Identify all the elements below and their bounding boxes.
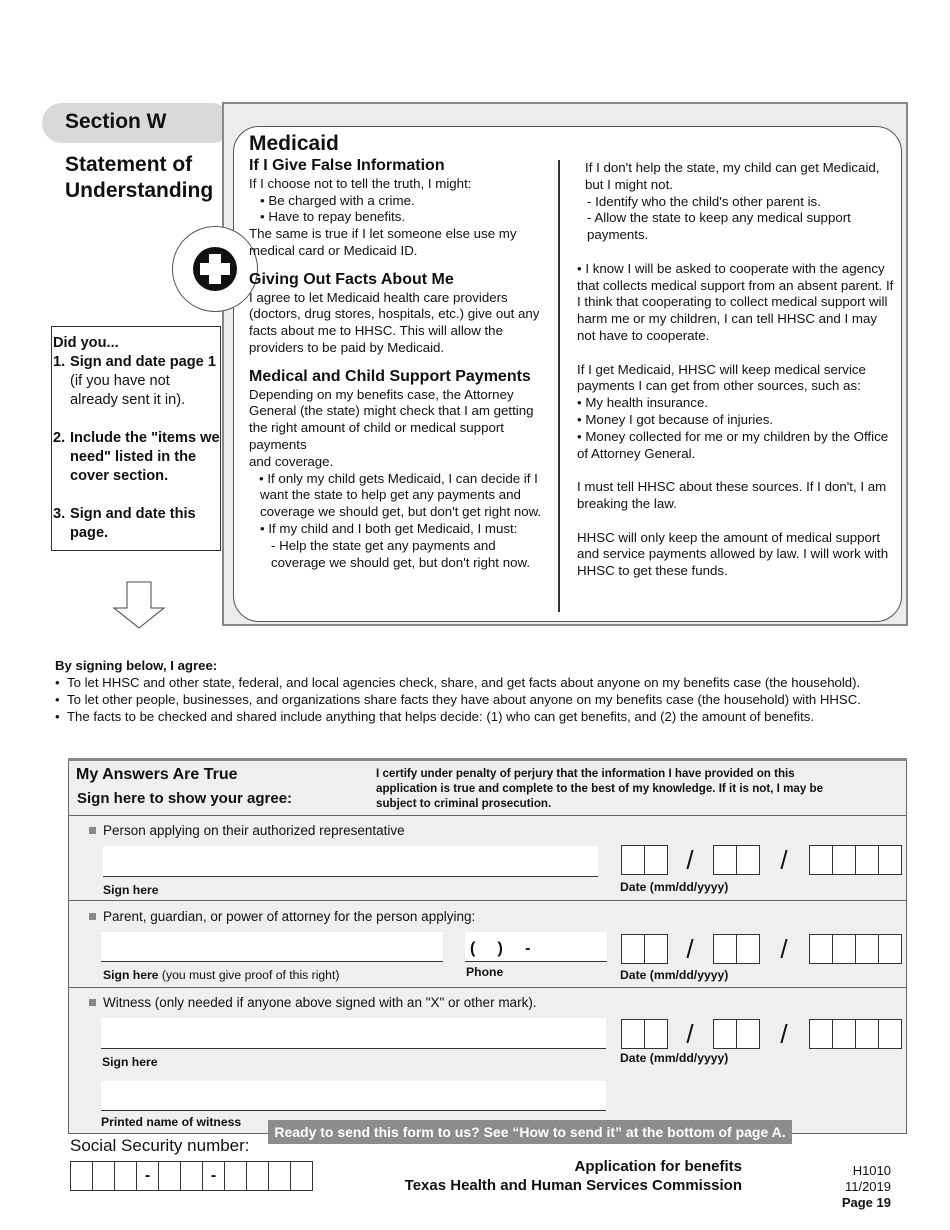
right-text: If I don't help the state, my child can get Medicaid, but I might not. <box>585 160 880 192</box>
ready-banner: Ready to send this form to us? See “How to send it” at the bottom of page A. <box>268 1120 792 1144</box>
witness-name-caption: Printed name of witness <box>101 1115 242 1129</box>
ssn-digit-box[interactable] <box>290 1161 313 1191</box>
date-digit-box[interactable] <box>832 845 856 875</box>
page-title: Statement of Understanding <box>65 153 214 202</box>
date-separator: / <box>780 845 788 875</box>
footer-line: Application for benefits <box>574 1158 742 1175</box>
date-digit-box[interactable] <box>644 845 668 875</box>
signature-subtitle: Sign here to show your agree: <box>77 790 293 807</box>
checklist-title: Did you... <box>53 335 119 351</box>
date-digit-box[interactable] <box>832 934 856 964</box>
medical-cross-icon-horizontal <box>200 263 230 275</box>
ssn-digit-box[interactable] <box>92 1161 115 1191</box>
right-bullet: • Money collected for me or my children by the Office of Attorney General. <box>577 428 889 461</box>
checklist <box>53 334 221 543</box>
applicant-signature-field[interactable] <box>103 846 598 877</box>
applicant-row-label: Person applying on their authorized representative <box>89 823 405 838</box>
ssn-digit-box[interactable] <box>114 1161 137 1191</box>
date-digit-box[interactable] <box>644 1019 668 1049</box>
agreement-bullet: • To let other people, businesses, and organizations share facts they have about anyone on my benefits case (the household) with HHSC. <box>55 692 861 707</box>
right-bullet: • Money I got because of injuries. <box>577 411 774 427</box>
ssn-digit-box[interactable] <box>158 1161 181 1191</box>
agreement-bullet: • To let HHSC and other state, federal, and local agencies check, share, and get facts about anyone on my benefits case (the household). <box>55 675 861 690</box>
certification-text: I certify under penalty of perjury that the information I have provided on this application is true and complete to the best of my knowledge. If it is not, I may be subject to criminal prosecution. <box>376 767 824 810</box>
form-id: H1010 <box>852 1163 891 1178</box>
date-digit-box[interactable] <box>713 1019 737 1049</box>
ssn-separator: - <box>202 1161 225 1191</box>
right-bullet: • My health insurance. <box>577 395 709 411</box>
footer-line: Texas Health and Human Services Commission <box>404 1177 742 1194</box>
facts-heading: Giving Out Facts About Me <box>249 270 454 288</box>
payments-text-cont: and coverage. <box>249 453 334 469</box>
sign-here-caption: Sign here <box>103 883 159 897</box>
date-separator: / <box>780 1019 788 1049</box>
checklist-item: 2. Include the "items we need" listed in the cover section. <box>53 430 220 484</box>
agreement-heading: By signing below, I agree: <box>55 658 218 673</box>
guardian-date-field[interactable] <box>621 934 901 964</box>
date-digit-box[interactable] <box>809 1019 833 1049</box>
right-sub-bullet: - Allow the state to keep any medical support payments. <box>587 210 851 243</box>
false-info-intro: If I choose not to tell the truth, I might: <box>249 175 472 191</box>
right-text: I must tell HHSC about these sources. If I don't, I am breaking the law. <box>577 479 887 511</box>
ssn-label: Social Security number: <box>70 1136 250 1155</box>
ssn-separator: - <box>136 1161 159 1191</box>
date-separator: / <box>686 1019 694 1049</box>
agreement-bullet: • The facts to be checked and shared include anything that helps decide: (1) who can get benefits, and (2) the amount of benefits. <box>55 709 815 724</box>
checklist-item: 1. Sign and date page 1 (if you have not already sent it in). <box>53 354 216 408</box>
false-info-outro: The same is true if I let someone else use my medical card or Medicaid ID. <box>249 226 517 258</box>
witness-name-field[interactable] <box>101 1081 606 1111</box>
date-digit-box[interactable] <box>644 934 668 964</box>
right-text: If I get Medicaid, HHSC will keep medical service payments I can get from other sources, such as: <box>577 361 866 394</box>
guardian-signature-field[interactable] <box>101 932 443 962</box>
medicaid-right-column <box>577 160 899 580</box>
date-caption: Date (mm/dd/yyyy) <box>620 880 729 894</box>
footer-meta <box>820 1163 891 1211</box>
ssn-digit-box[interactable] <box>180 1161 203 1191</box>
date-digit-box[interactable] <box>713 845 737 875</box>
ssn-field[interactable] <box>70 1161 312 1191</box>
witness-signature-field[interactable] <box>101 1018 606 1049</box>
facts-text: I agree to let Medicaid health care providers (doctors, drug stores, hospitals, etc.) give out any facts about me to HHSC. This will allow the providers to be paid by Medicaid. <box>249 289 540 355</box>
phone-mask: ( ) - <box>470 940 531 957</box>
false-info-bullet: • Have to repay benefits. <box>260 209 406 225</box>
date-digit-box[interactable] <box>621 934 645 964</box>
date-digit-box[interactable] <box>855 934 879 964</box>
payments-text: Depending on my benefits case, the Attorney General (the state) might check that I am getting the right amount of child or medical support payments <box>249 386 534 452</box>
date-digit-box[interactable] <box>809 934 833 964</box>
form-date: 11/2019 <box>844 1179 891 1194</box>
date-digit-box[interactable] <box>878 934 902 964</box>
payments-bullet: • If my child and I both get Medicaid, I must: <box>260 520 518 536</box>
ssn-digit-box[interactable] <box>224 1161 247 1191</box>
bullet-square-icon <box>89 827 96 834</box>
sign-here-caption: Sign here (you must give proof of this right) <box>103 968 340 982</box>
date-digit-box[interactable] <box>736 845 760 875</box>
bullet-square-icon <box>89 913 96 920</box>
column-divider <box>558 160 560 612</box>
date-digit-box[interactable] <box>736 934 760 964</box>
date-digit-box[interactable] <box>621 1019 645 1049</box>
divider <box>68 900 907 901</box>
bullet-square-icon <box>89 999 96 1006</box>
section-label: Section W <box>65 110 167 133</box>
applicant-date-field[interactable] <box>621 845 901 875</box>
ssn-digit-box[interactable] <box>268 1161 291 1191</box>
date-digit-box[interactable] <box>855 1019 879 1049</box>
medicaid-left-column <box>249 158 553 571</box>
date-digit-box[interactable] <box>713 934 737 964</box>
date-digit-box[interactable] <box>878 1019 902 1049</box>
payments-bullet: • If only my child gets Medicaid, I can decide if I want the state to help get any payments and coverage we should get, but don't get right now. <box>259 470 542 520</box>
divider <box>68 987 907 988</box>
ssn-digit-box[interactable] <box>70 1161 93 1191</box>
footer-title <box>380 1157 742 1195</box>
date-separator: / <box>686 845 694 875</box>
right-text: • I know I will be asked to cooperate with the agency that collects medical support from an absent parent. If I think that cooperating to collect medical support will harm me or my children, I can tell HHSC and I may not have to cooperate. <box>577 260 894 343</box>
false-info-heading: If I Give False Information <box>249 157 445 174</box>
date-digit-box[interactable] <box>832 1019 856 1049</box>
down-arrow-icon <box>112 580 166 630</box>
right-text: HHSC will only keep the amount of medical support and service payments allowed by law. I will work with HHSC to get these funds. <box>577 529 889 579</box>
witness-date-field[interactable] <box>621 1019 901 1049</box>
false-info-bullet: • Be charged with a crime. <box>260 192 415 208</box>
date-digit-box[interactable] <box>736 1019 760 1049</box>
agreement-section <box>55 657 935 725</box>
date-digit-box[interactable] <box>878 845 902 875</box>
ssn-digit-box[interactable] <box>246 1161 269 1191</box>
medicaid-title: Medicaid <box>249 132 339 155</box>
divider <box>68 815 907 816</box>
date-digit-box[interactable] <box>855 845 879 875</box>
payments-sub-bullet: - Help the state get any payments and coverage we should get, but don't right now. <box>271 537 531 570</box>
date-caption: Date (mm/dd/yyyy) <box>620 1051 729 1065</box>
witness-row-label: Witness (only needed if anyone above signed with an "X" or other mark). <box>89 995 537 1010</box>
date-separator: / <box>780 934 788 964</box>
sign-here-caption: Sign here <box>102 1055 158 1069</box>
right-sub-bullet: - Identify who the child's other parent is. <box>587 193 821 209</box>
date-digit-box[interactable] <box>621 845 645 875</box>
payments-heading: Medical and Child Support Payments <box>249 367 531 385</box>
page-number: Page 19 <box>841 1195 891 1210</box>
checklist-item: 3. Sign and date this page. <box>53 506 196 541</box>
phone-caption: Phone <box>466 965 504 979</box>
signature-top-bar <box>68 758 907 761</box>
guardian-row-label: Parent, guardian, or power of attorney for the person applying: <box>89 909 475 924</box>
date-caption: Date (mm/dd/yyyy) <box>620 968 729 982</box>
date-separator: / <box>686 934 694 964</box>
signature-title: My Answers Are True <box>76 766 238 783</box>
date-digit-box[interactable] <box>809 845 833 875</box>
